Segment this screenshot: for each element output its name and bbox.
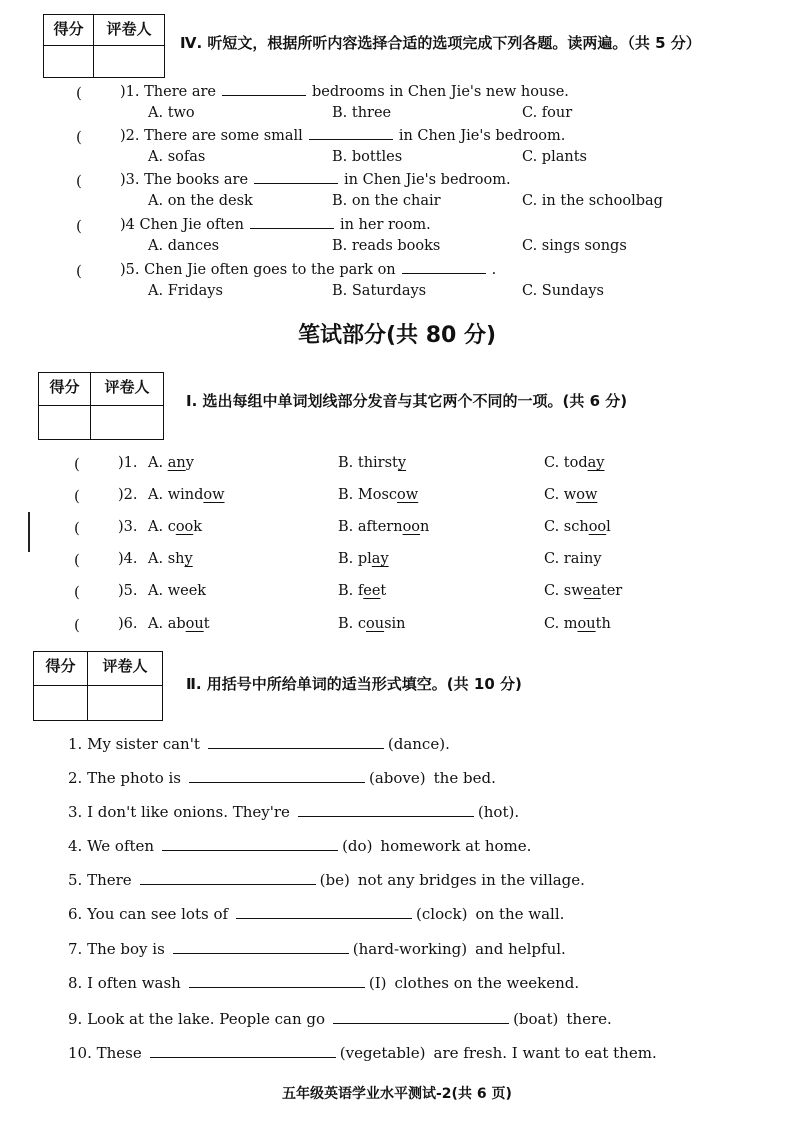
question-text-before: 4. We often xyxy=(68,837,155,855)
fill-question xyxy=(68,735,458,753)
option-c[interactable]: C. plants xyxy=(522,149,587,165)
option-b[interactable]: B. Saturdays xyxy=(332,283,427,299)
word-part: f xyxy=(357,583,364,599)
answer-blank[interactable] xyxy=(298,815,474,817)
question-text-before: The books are xyxy=(144,172,249,188)
word-part: t xyxy=(380,583,387,599)
phonics-option-b[interactable] xyxy=(338,616,406,632)
question-text-after: there. xyxy=(566,1010,612,1028)
question-text-before: 9. Look at the lake. People can go xyxy=(68,1010,326,1028)
answer-blank[interactable] xyxy=(173,952,349,954)
phonics-option-b[interactable] xyxy=(338,583,386,599)
score-input-cell[interactable] xyxy=(44,46,94,77)
word-part: c xyxy=(357,616,366,632)
word-part: B. xyxy=(338,551,358,567)
answer-paren[interactable]: ( xyxy=(74,519,80,537)
question-text-before: 3. I don't like onions. They're xyxy=(68,803,290,821)
phonics-option-a[interactable] xyxy=(148,616,210,632)
answer-paren[interactable]: ( xyxy=(76,128,82,146)
word-part: th xyxy=(595,616,611,632)
grader-input-cell[interactable] xyxy=(91,406,163,439)
question-text-before: 8. I often wash xyxy=(68,974,181,992)
question-text-before: 6. You can see lots of xyxy=(68,905,229,923)
underlined-letters: y xyxy=(184,551,193,567)
question-text-before: 10. These xyxy=(68,1044,142,1062)
phonics-option-b[interactable] xyxy=(338,455,406,471)
fill-question xyxy=(68,1044,657,1062)
score-box-fill xyxy=(33,651,163,721)
fill-question xyxy=(68,803,527,821)
word-part: tod xyxy=(563,455,588,471)
question-text-after: in her room. xyxy=(339,217,431,233)
word-part: c xyxy=(167,519,176,535)
margin-mark xyxy=(28,512,30,552)
answer-paren[interactable]: ( xyxy=(76,262,82,280)
question-text-after: bedrooms in Chen Jie's new house. xyxy=(311,84,569,100)
word-part: B. xyxy=(338,487,358,503)
underlined-letters: oo xyxy=(588,519,607,535)
question-text-before: There are xyxy=(144,84,216,100)
phonics-option-a[interactable] xyxy=(148,487,225,503)
word-part: C. xyxy=(544,583,564,599)
option-b[interactable]: B. on the chair xyxy=(332,193,441,209)
listening-question xyxy=(120,172,511,188)
word-part: B. xyxy=(338,455,358,471)
underlined-letters: ea xyxy=(583,583,601,599)
fill-question xyxy=(68,905,564,923)
question-number: )2. xyxy=(118,487,138,503)
option-c[interactable]: C. four xyxy=(522,105,573,121)
word-part: A. xyxy=(148,551,168,567)
answer-blank[interactable] xyxy=(189,986,365,988)
question-text-after: homework at home. xyxy=(380,837,532,855)
question-number: )5. xyxy=(120,262,140,278)
option-c[interactable]: C. in the schoolbag xyxy=(522,193,663,209)
word-part: sw xyxy=(563,583,584,599)
answer-blank[interactable] xyxy=(309,138,393,140)
score-input-cell[interactable] xyxy=(34,686,88,720)
question-text-before: Chen Jie often xyxy=(139,217,244,233)
word-part: ter xyxy=(600,583,623,599)
fill-question xyxy=(68,974,579,992)
question-text-after: the bed. xyxy=(433,769,496,787)
word-part: pl xyxy=(357,551,372,567)
question-text-after: in Chen Jie's bedroom. xyxy=(344,172,511,188)
answer-paren[interactable]: ( xyxy=(74,551,80,569)
question-number: )4. xyxy=(118,551,138,567)
question-number: )4 xyxy=(120,217,135,233)
underlined-letters: ou xyxy=(185,616,204,632)
question-text-before: 1. My sister can't xyxy=(68,735,200,753)
grader-input-cell[interactable] xyxy=(94,46,164,77)
word-part: thirst xyxy=(357,455,398,471)
word-part: C. xyxy=(544,487,564,503)
word-part: sch xyxy=(563,519,589,535)
phonics-option-c[interactable] xyxy=(544,616,611,632)
question-number: )3. xyxy=(120,172,140,188)
given-word: (hard-working) xyxy=(352,940,468,958)
answer-paren[interactable]: ( xyxy=(74,455,80,473)
phonics-option-a[interactable] xyxy=(148,519,202,535)
option-b[interactable]: B. reads books xyxy=(332,238,441,254)
question-number: )6. xyxy=(118,616,138,632)
score-label: 得分 xyxy=(34,652,88,686)
underlined-letters: ow xyxy=(203,487,225,503)
underlined-letters: ow xyxy=(576,487,598,503)
answer-paren[interactable]: ( xyxy=(74,487,80,505)
underlined-letters: ow xyxy=(397,487,419,503)
word-part: l xyxy=(606,519,611,535)
option-c[interactable]: C. sings songs xyxy=(522,238,627,254)
answer-paren[interactable]: ( xyxy=(76,84,82,102)
given-word: (dance). xyxy=(387,735,450,753)
phonics-option-a[interactable] xyxy=(148,583,206,599)
question-text-before: 7. The boy is xyxy=(68,940,165,958)
word-part: A. xyxy=(148,455,168,471)
answer-paren[interactable]: ( xyxy=(74,616,80,634)
word-part: n xyxy=(420,519,430,535)
word-part: A. xyxy=(148,487,168,503)
word-part: aftern xyxy=(357,519,403,535)
fill-section-title: Ⅱ. 用括号中所给单词的适当形式填空。(共 10 分) xyxy=(186,675,522,693)
grader-input-cell[interactable] xyxy=(88,686,162,720)
word-part: A. xyxy=(148,583,168,599)
phonics-section-title: Ⅰ. 选出每组中单词划线部分发音与其它两个不同的一项。(共 6 分) xyxy=(186,392,628,410)
grader-label: 评卷人 xyxy=(88,652,162,686)
underlined-letters: ou xyxy=(366,616,385,632)
given-word: (I) xyxy=(368,974,387,992)
page-footer: 五年级英语学业水平测试-2(共 6 页) xyxy=(282,1086,512,1102)
answer-paren[interactable]: ( xyxy=(76,217,82,235)
answer-paren[interactable]: ( xyxy=(76,172,82,190)
question-number: )5. xyxy=(118,583,138,599)
listening-section-title: Ⅳ. 听短文，根据所听内容选择合适的选项完成下列各题。读两遍。（共 5 分） xyxy=(180,34,701,52)
score-box-listening xyxy=(43,14,165,78)
word-part: A. xyxy=(148,616,168,632)
question-text-after: not any bridges in the village. xyxy=(357,871,585,889)
score-box-phonics xyxy=(38,372,164,440)
question-text-before: Chen Jie often goes to the park on xyxy=(144,262,396,278)
question-text-before: 5. There xyxy=(68,871,132,889)
question-text-after: and helpful. xyxy=(475,940,566,958)
option-a[interactable]: A. dances xyxy=(148,238,220,254)
underlined-letters: ay xyxy=(587,455,605,471)
given-word: (do) xyxy=(342,837,373,855)
phonics-option-b[interactable] xyxy=(338,487,418,503)
word-part: rainy xyxy=(563,551,602,567)
question-number: )3. xyxy=(118,519,138,535)
word-part: w xyxy=(563,487,577,503)
underlined-letters: oo xyxy=(402,519,421,535)
answer-blank[interactable] xyxy=(402,272,486,274)
phonics-option-c[interactable] xyxy=(544,487,597,503)
given-word: (be) xyxy=(319,871,350,889)
word-part: ab xyxy=(167,616,186,632)
phonics-option-c[interactable] xyxy=(544,551,602,567)
listening-question xyxy=(120,84,569,100)
answer-blank[interactable] xyxy=(140,883,316,885)
answer-blank[interactable] xyxy=(162,849,338,851)
phonics-option-b[interactable] xyxy=(338,551,389,567)
grader-label: 评卷人 xyxy=(94,15,164,46)
option-b[interactable]: B. bottles xyxy=(332,149,403,165)
phonics-option-c[interactable] xyxy=(544,455,604,471)
score-label: 得分 xyxy=(44,15,94,46)
word-part: m xyxy=(563,616,578,632)
word-part: C. xyxy=(544,616,564,632)
word-part: C. xyxy=(544,519,564,535)
fill-question xyxy=(68,871,585,889)
score-input-cell[interactable] xyxy=(39,406,91,439)
word-part: t xyxy=(203,616,210,632)
underlined-letters: ay xyxy=(371,551,389,567)
score-label: 得分 xyxy=(39,373,91,406)
grader-label: 评卷人 xyxy=(91,373,163,406)
answer-blank[interactable] xyxy=(208,747,384,749)
given-word: (clock) xyxy=(416,905,468,923)
listening-question xyxy=(120,217,431,233)
word-part: A. xyxy=(148,519,168,535)
answer-blank[interactable] xyxy=(222,94,306,96)
word-part: week xyxy=(167,583,207,599)
option-c[interactable]: C. Sundays xyxy=(522,283,604,299)
given-word: (vegetable) xyxy=(339,1044,426,1062)
answer-blank[interactable] xyxy=(236,917,412,919)
answer-blank[interactable] xyxy=(250,227,334,229)
question-number: )1. xyxy=(118,455,138,471)
word-part: Mosc xyxy=(357,487,398,503)
answer-paren[interactable]: ( xyxy=(74,583,80,601)
underlined-letters: oo xyxy=(175,519,194,535)
underlined-letters: ee xyxy=(363,583,381,599)
fill-question xyxy=(68,837,531,855)
option-a[interactable]: A. sofas xyxy=(148,149,206,165)
question-text-after: in Chen Jie's bedroom. xyxy=(398,128,566,144)
word-part: C. xyxy=(544,455,564,471)
given-word: (above) xyxy=(369,769,426,787)
word-part: B. xyxy=(338,616,358,632)
answer-blank[interactable] xyxy=(189,781,365,783)
option-a[interactable]: A. two xyxy=(148,105,195,121)
fill-question xyxy=(68,769,496,787)
listening-question xyxy=(120,262,496,278)
question-text-after: on the wall. xyxy=(475,905,565,923)
phonics-option-a[interactable] xyxy=(148,455,194,471)
phonics-option-b[interactable] xyxy=(338,519,429,535)
fill-question xyxy=(68,1010,612,1028)
question-text-after: are fresh. I want to eat them. xyxy=(433,1044,657,1062)
fill-question xyxy=(68,940,566,958)
question-text-after: . xyxy=(491,262,497,278)
word-part: k xyxy=(193,519,203,535)
question-text-after: clothes on the weekend. xyxy=(394,974,580,992)
question-number: )1. xyxy=(120,84,140,100)
answer-blank[interactable] xyxy=(254,182,338,184)
word-part: wind xyxy=(167,487,204,503)
underlined-letters: ou xyxy=(577,616,596,632)
underlined-letters: y xyxy=(397,455,407,471)
phonics-option-c[interactable] xyxy=(544,583,622,599)
answer-blank[interactable] xyxy=(150,1056,336,1058)
option-a[interactable]: A. on the desk xyxy=(148,193,253,209)
given-word: (hot). xyxy=(477,803,520,821)
phonics-option-a[interactable] xyxy=(148,551,193,567)
question-text-before: 2. The photo is xyxy=(68,769,182,787)
option-b[interactable]: B. three xyxy=(332,105,392,121)
word-part: C. xyxy=(544,551,564,567)
question-number: )2. xyxy=(120,128,140,144)
answer-blank[interactable] xyxy=(333,1022,509,1024)
listening-question xyxy=(120,128,565,144)
question-text-before: There are some small xyxy=(144,128,303,144)
underlined-letters: an xyxy=(167,455,186,471)
phonics-option-c[interactable] xyxy=(544,519,611,535)
word-part: y xyxy=(185,455,194,471)
written-part-title: 笔试部分(共 80 分) xyxy=(298,323,497,348)
word-part: sin xyxy=(384,616,406,632)
given-word: (boat) xyxy=(513,1010,559,1028)
word-part: B. xyxy=(338,519,358,535)
word-part: sh xyxy=(167,551,185,567)
word-part: B. xyxy=(338,583,358,599)
option-a[interactable]: A. Fridays xyxy=(148,283,223,299)
